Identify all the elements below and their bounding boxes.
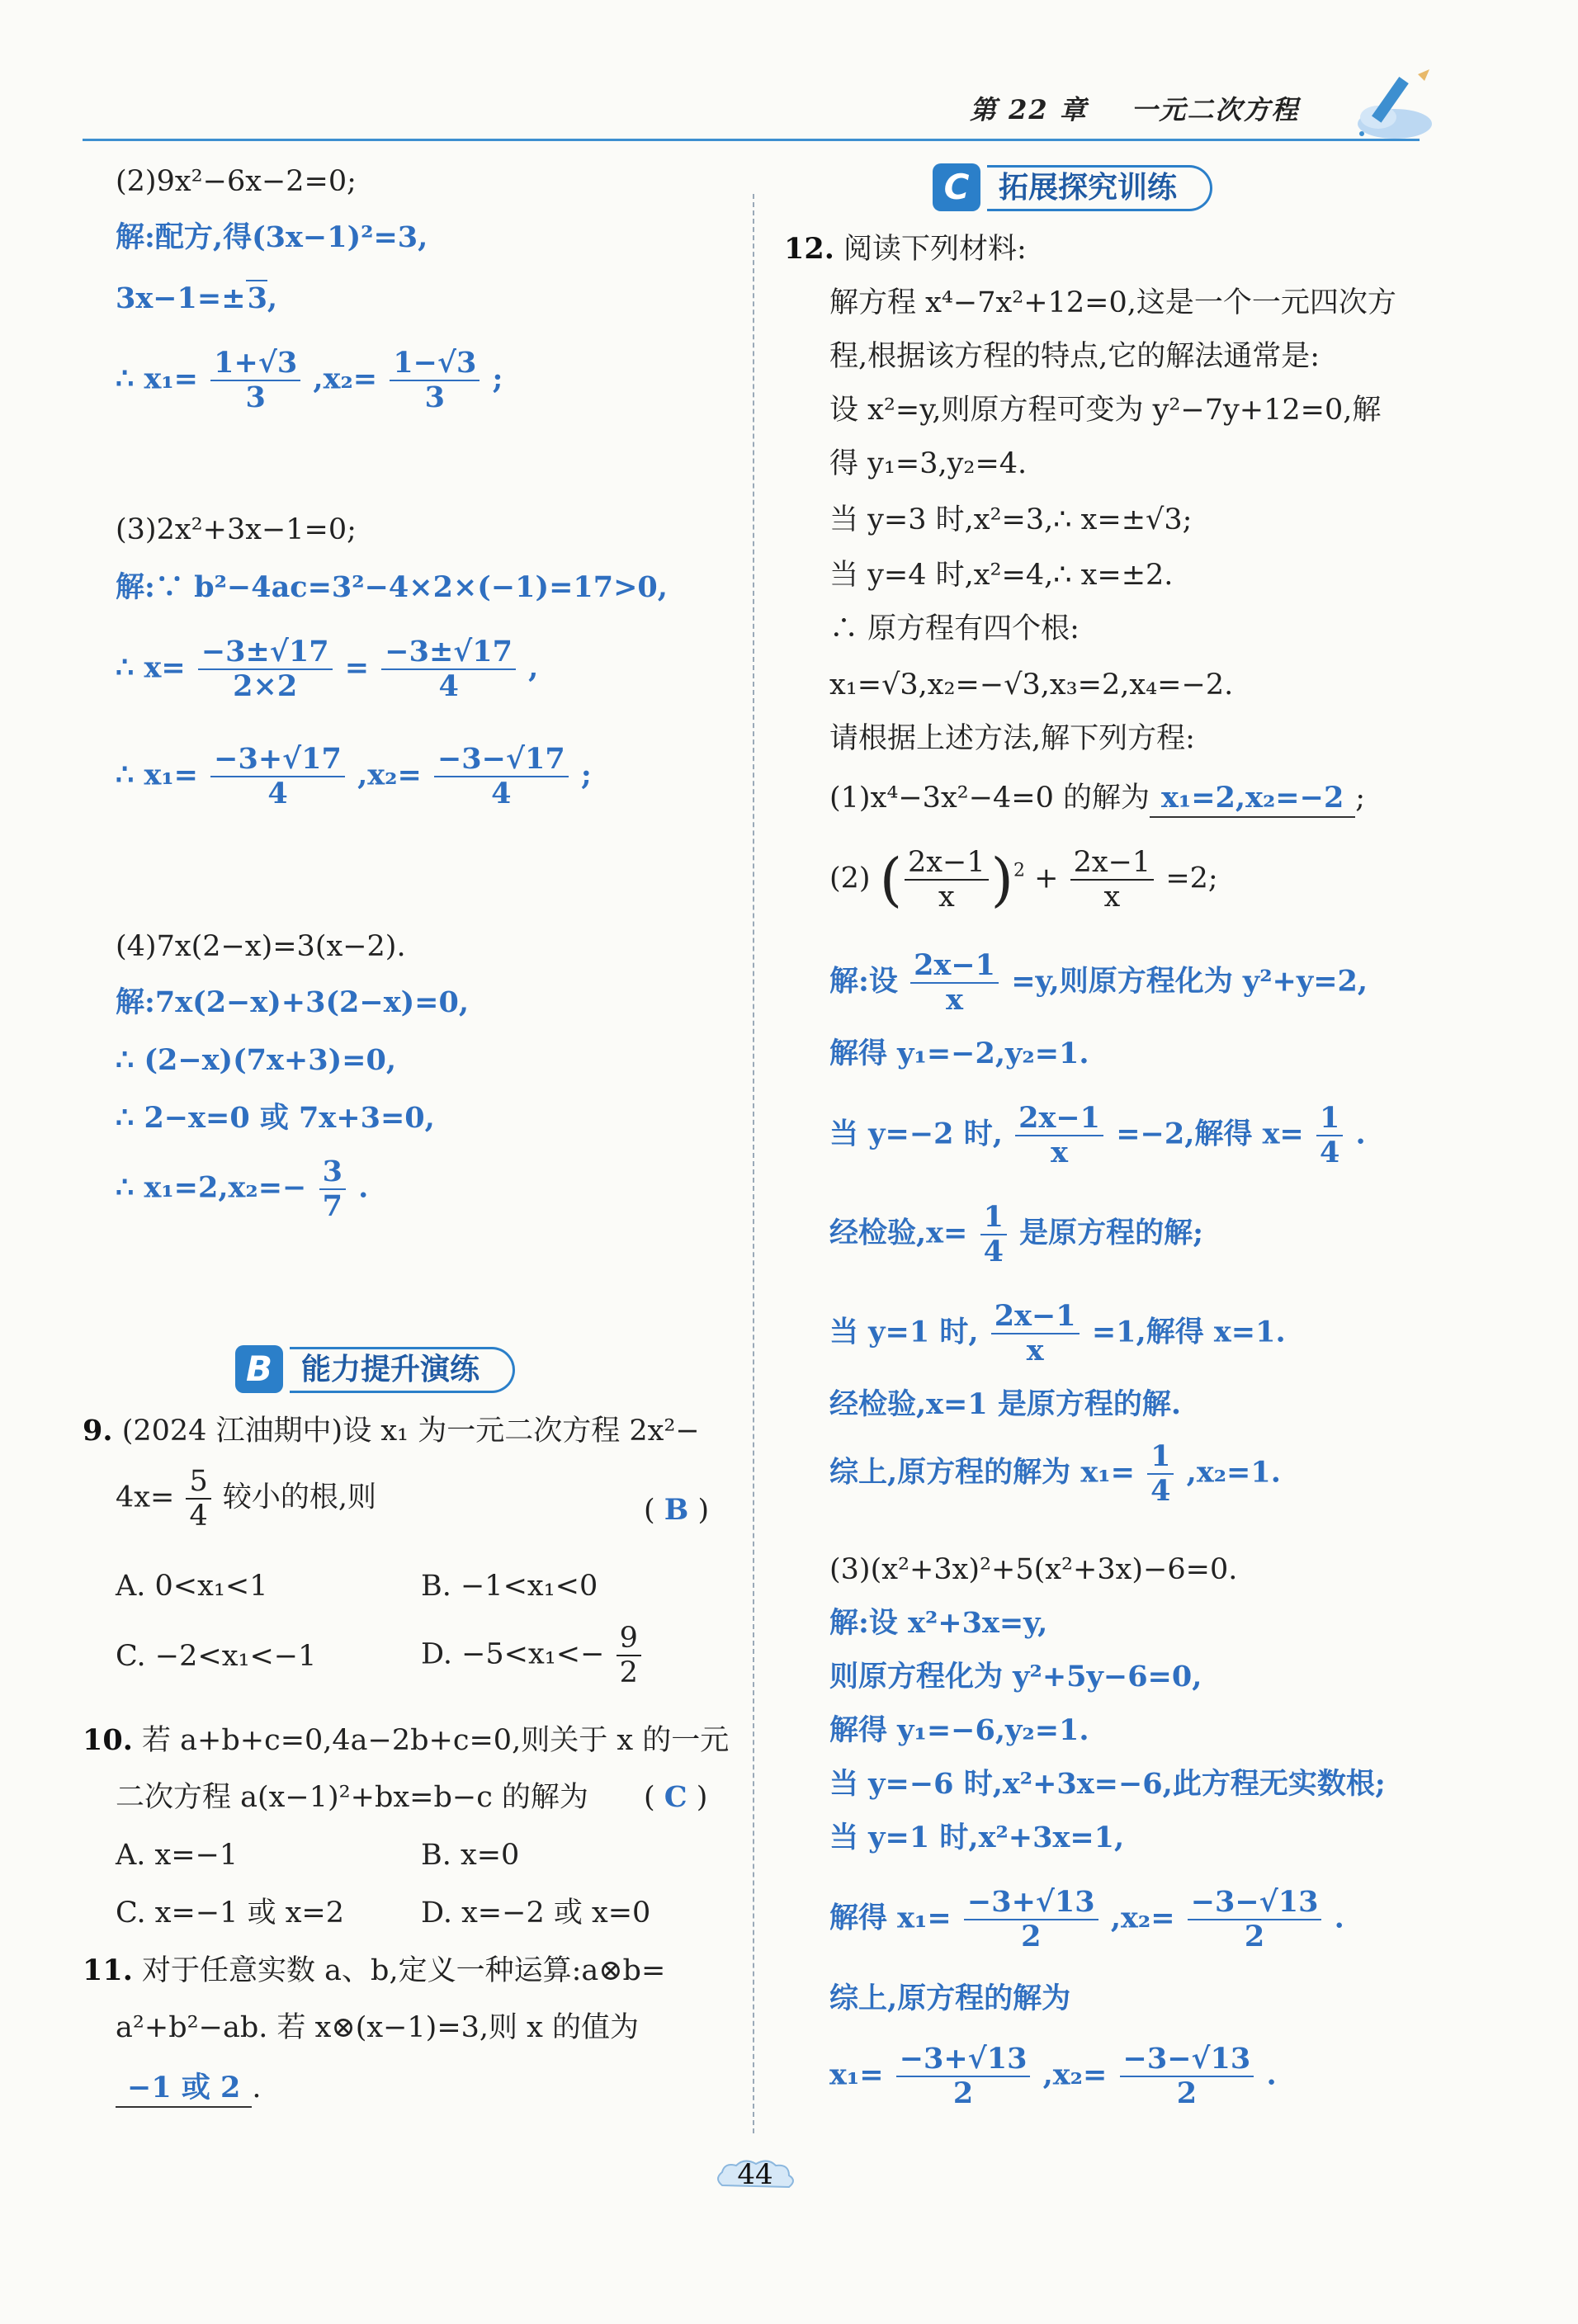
part-1-answer: x₁=2,x₂=−2 [1150, 780, 1355, 818]
question-10-option-a: A. x=−1 [116, 1839, 239, 1872]
p4-s4-end: . [358, 1170, 369, 1205]
numerator: 5 [186, 1465, 210, 1500]
question-10-line-2: 二次方程 a(x−1)²+bx=b−c 的解为 [116, 1781, 588, 1814]
q9-l2-post: 较小的根,则 [222, 1481, 377, 1514]
header-rule [83, 139, 1420, 141]
fraction [896, 2043, 1031, 2110]
denominator: 2 [1021, 1920, 1042, 1953]
p4-s4-pre: ∴ x₁=2,x₂=− [116, 1170, 307, 1205]
problem-3-step-1: 解:∵ b²−4ac=3²−4×2×(−1)=17>0, [116, 570, 668, 604]
numerator: 2x−1 [910, 949, 999, 984]
part-2-plus: + [1034, 862, 1059, 895]
column-divider [753, 194, 754, 2133]
problem-2-step-2 [116, 281, 277, 317]
denominator: 7 [322, 1189, 343, 1223]
numerator: 1 [1316, 1102, 1343, 1136]
question-11-line-3 [116, 2070, 262, 2108]
part-2-solution-2: 解得 y₁=−2,y₂=1. [829, 1037, 1089, 1070]
question-9-choice: B [664, 1493, 689, 1527]
question-9-line-1 [83, 1413, 700, 1449]
part-1 [829, 780, 1365, 818]
fraction [1147, 1440, 1174, 1508]
fraction [186, 1465, 210, 1533]
part-1-text: (1)x⁴−3x²−4=0 的解为 [829, 782, 1150, 815]
denominator: 4 [438, 669, 459, 703]
problem-4-step-1: 解:7x(2−x)+3(2−x)=0, [116, 985, 470, 1019]
problem-2-step-1: 解:配方,得(3x−1)²=3, [116, 220, 428, 254]
a3-pre: 当 y=−2 时, [829, 1117, 1003, 1151]
numerator: 2x−1 [905, 846, 989, 881]
material-line-2: 程,根据该方程的特点,它的解法通常是: [829, 340, 1321, 373]
fraction [210, 743, 345, 810]
numerator: 1−√3 [390, 347, 480, 381]
section-b-label: 能力提升演练 [290, 1347, 515, 1393]
p3-s3-mid: ,x₂= [357, 758, 422, 792]
p3-s3-end: ; [580, 758, 592, 792]
problem-3-statement: (3)2x²+3x−1=0; [116, 513, 357, 546]
numerator: 2x−1 [991, 1300, 1080, 1334]
p3-s3-pre: ∴ x₁= [116, 758, 198, 792]
material-line-4: 得 y₁=3,y₂=4. [829, 447, 1028, 480]
part-2-solution-7 [829, 1440, 1281, 1508]
question-10-option-d: D. x=−2 或 x=0 [421, 1897, 651, 1930]
sqrt-radicand: 3 [247, 281, 267, 315]
p2-s3-pre: ∴ x₁= [116, 361, 198, 396]
fraction [1188, 1886, 1322, 1953]
a5-pre: 当 y=1 时, [829, 1315, 979, 1349]
denominator: x [1026, 1334, 1044, 1367]
part-3-statement: (3)(x²+3x)²+5(x²+3x)−6=0. [829, 1553, 1238, 1586]
denominator: 4 [1319, 1136, 1340, 1169]
a4-pre: 经检验,x= [829, 1216, 968, 1250]
page-number [710, 2154, 801, 2195]
question-12-title-text: 阅读下列材料: [843, 233, 1027, 266]
numerator: 2x−1 [1070, 846, 1155, 881]
denominator: x [946, 983, 963, 1017]
section-c-label: 拓展探究训练 [987, 165, 1212, 211]
denominator: x [1103, 881, 1121, 914]
a1-pre: 解:设 [829, 964, 898, 999]
numerator: 1 [1147, 1440, 1174, 1475]
b8-end: . [1266, 2057, 1277, 2092]
problem-4-step-4 [116, 1155, 368, 1223]
fraction [1015, 1102, 1103, 1169]
denominator: 4 [267, 777, 288, 810]
page-number-text: 44 [737, 2158, 773, 2191]
p2-s2-pre: 3x−1=± [116, 281, 246, 315]
question-10-line-1 [83, 1722, 729, 1759]
question-11-text-1: 对于任意实数 a、b,定义一种运算:a⊗b= [142, 1954, 666, 1987]
part-2-solution-4 [829, 1201, 1203, 1268]
part-1-end: ; [1355, 782, 1366, 815]
denominator: 2×2 [233, 669, 298, 703]
a1-post: =y,则原方程化为 y²+y=2, [1011, 964, 1368, 999]
numerator: −3−√17 [434, 743, 569, 777]
part-3-solution-5: 当 y=1 时,x²+3x=1, [829, 1821, 1125, 1854]
material-line-1: 解方程 x⁴−7x²+12=0,这是一个一元四次方 [829, 286, 1396, 319]
fraction [319, 1155, 346, 1223]
question-12-title [784, 231, 1027, 267]
problem-2-step-3 [116, 347, 503, 414]
question-11-line-2: a²+b²−ab. 若 x⊗(x−1)=3,则 x 的值为 [116, 2011, 640, 2044]
numerator: −3+√17 [210, 743, 345, 777]
b8-mid: ,x₂= [1042, 2057, 1108, 2092]
question-10-option-b: B. x=0 [421, 1839, 520, 1872]
fraction [980, 1201, 1007, 1268]
material-line-9: 请根据上述方法,解下列方程: [829, 722, 1195, 755]
question-9-text-1: (2024 江油期中)设 x₁ 为一元二次方程 2x²− [121, 1415, 700, 1448]
p3-s2-eq: = [344, 650, 370, 685]
problem-3-step-2 [116, 635, 538, 703]
pencil-cloud-icon [1345, 66, 1436, 144]
material-line-3: 设 x²=y,则原方程可变为 y²−7y+12=0,解 [829, 394, 1382, 427]
a4-post: 是原方程的解; [1019, 1216, 1204, 1250]
numerator: 1 [980, 1201, 1007, 1235]
question-12-number: 12. [784, 232, 834, 266]
question-11-number: 11. [83, 1953, 133, 1987]
a3-mid: =−2,解得 x= [1116, 1117, 1304, 1151]
numerator: −3+√13 [964, 1886, 1098, 1920]
problem-4-step-3: ∴ 2−x=0 或 7x+3=0, [116, 1101, 435, 1135]
question-9-option-c: C. −2<x₁<−1 [116, 1640, 317, 1673]
p3-s2-end: , [528, 650, 539, 685]
denominator: 3 [245, 380, 266, 414]
q9-optd-pre: D. −5<x₁<− [421, 1637, 605, 1671]
q9-l2-pre: 4x= [116, 1481, 175, 1514]
question-10-number: 10. [83, 1723, 133, 1757]
b6-end: . [1334, 1901, 1344, 1935]
a3-end: . [1355, 1117, 1366, 1151]
material-line-5: 当 y=3 时,x²=3,∴ x=±√3; [829, 503, 1193, 536]
denominator: 4 [1150, 1474, 1171, 1508]
fraction [905, 846, 989, 914]
question-10-answer: ( C ) [644, 1780, 708, 1814]
denominator: 2 [1176, 2076, 1198, 2110]
question-9-option-b: B. −1<x₁<0 [421, 1570, 598, 1603]
p2-s2-post: , [267, 281, 278, 315]
fraction [617, 1622, 641, 1689]
problem-3-step-3 [116, 743, 592, 810]
fraction [381, 635, 516, 703]
b6-mid: ,x₂= [1110, 1901, 1175, 1935]
denominator: x [1051, 1136, 1068, 1169]
denominator: x [938, 881, 955, 914]
fraction [1120, 2043, 1254, 2110]
problem-2-statement: (2)9x²−6x−2=0; [116, 165, 357, 198]
denominator: 4 [189, 1500, 208, 1533]
part-3-solution-4: 当 y=−6 时,x²+3x=−6,此方程无实数根; [829, 1767, 1386, 1801]
question-10-choice: C [664, 1780, 687, 1814]
header-title [970, 89, 1299, 127]
denominator: 3 [424, 380, 446, 414]
part-2-end: =2; [1165, 862, 1218, 895]
exponent-2: 2 [1013, 860, 1025, 881]
fraction [1070, 846, 1155, 914]
fraction [991, 1300, 1080, 1367]
part-2-statement [829, 846, 1218, 914]
part-3-solution-8 [829, 2043, 1277, 2110]
fraction [390, 347, 480, 414]
header-chapter: 第 22 章 [970, 94, 1088, 125]
problem-4-step-2: ∴ (2−x)(7x+3)=0, [116, 1043, 397, 1077]
numerator: −3+√13 [896, 2043, 1031, 2077]
header-chapter-title: 一元二次方程 [1131, 94, 1300, 125]
b8-pre: x₁= [829, 2057, 884, 2092]
a7-pre: 综上,原方程的解为 x₁= [829, 1455, 1135, 1490]
a7-post: ,x₂=1. [1186, 1455, 1281, 1490]
part-2-solution-5 [829, 1300, 1286, 1367]
section-c-badge: C [933, 163, 980, 211]
b6-pre: 解得 x₁= [829, 1901, 952, 1935]
numerator: −3−√13 [1120, 2043, 1254, 2077]
part-3-solution-3: 解得 y₁=−6,y₂=1. [829, 1713, 1089, 1747]
part-3-solution-6 [829, 1886, 1344, 1953]
denominator: 2 [952, 2076, 974, 2110]
numerator: −3±√17 [381, 635, 516, 670]
paren-right: ) [990, 846, 1013, 914]
numerator: 3 [319, 1155, 346, 1190]
question-9-option-d [421, 1622, 644, 1689]
material-line-8: x₁=√3,x₂=−√3,x₃=2,x₄=−2. [829, 668, 1234, 701]
section-b-badge: B [235, 1345, 283, 1393]
denominator: 4 [983, 1235, 1004, 1268]
numerator: −3±√17 [198, 635, 333, 670]
paren-left: ( [879, 846, 903, 914]
fraction [198, 635, 333, 703]
question-11-end: . [252, 2071, 262, 2104]
numerator: −3−√13 [1188, 1886, 1322, 1920]
part-3-solution-1: 解:设 x²+3x=y, [829, 1606, 1048, 1640]
numerator: 9 [617, 1622, 641, 1656]
material-line-7: ∴ 原方程有四个根: [829, 612, 1080, 645]
fraction [964, 1886, 1098, 1953]
question-11-line-1 [83, 1953, 665, 1989]
question-9-answer: ( B ) [644, 1493, 710, 1527]
p2-s3-end: ; [492, 361, 503, 396]
question-9-number: 9. [83, 1414, 113, 1448]
a5-post: =1,解得 x=1. [1091, 1315, 1286, 1349]
question-10-option-c: C. x=−1 或 x=2 [116, 1897, 345, 1930]
question-11-answer: −1 或 2 [116, 2070, 252, 2108]
part-2-label: (2) [829, 862, 871, 895]
fraction [434, 743, 569, 810]
numerator: 2x−1 [1015, 1102, 1103, 1136]
material-line-6: 当 y=4 时,x²=4,∴ x=±2. [829, 559, 1174, 592]
fraction [210, 347, 300, 414]
question-10-text-1: 若 a+b+c=0,4a−2b+c=0,则关于 x 的一元 [142, 1724, 730, 1757]
denominator: 4 [491, 777, 512, 810]
part-3-solution-7: 综上,原方程的解为 [829, 1982, 1071, 2015]
p2-s3-mid: ,x₂= [313, 361, 378, 396]
part-2-solution-1 [829, 949, 1368, 1017]
denominator: 2 [1244, 1920, 1265, 1953]
denominator: 2 [619, 1656, 638, 1689]
part-2-solution-3 [829, 1102, 1366, 1169]
part-3-solution-2: 则原方程化为 y²+5y−6=0, [829, 1660, 1202, 1693]
part-2-solution-6: 经检验,x=1 是原方程的解. [829, 1387, 1182, 1421]
fraction [1316, 1102, 1343, 1169]
question-9-option-a: A. 0<x₁<1 [116, 1570, 268, 1603]
numerator: 1+√3 [210, 347, 300, 381]
problem-4-statement: (4)7x(2−x)=3(x−2). [116, 930, 406, 963]
question-9-line-2 [116, 1465, 376, 1533]
p3-s2-pre: ∴ x= [116, 650, 186, 685]
fraction [910, 949, 999, 1017]
